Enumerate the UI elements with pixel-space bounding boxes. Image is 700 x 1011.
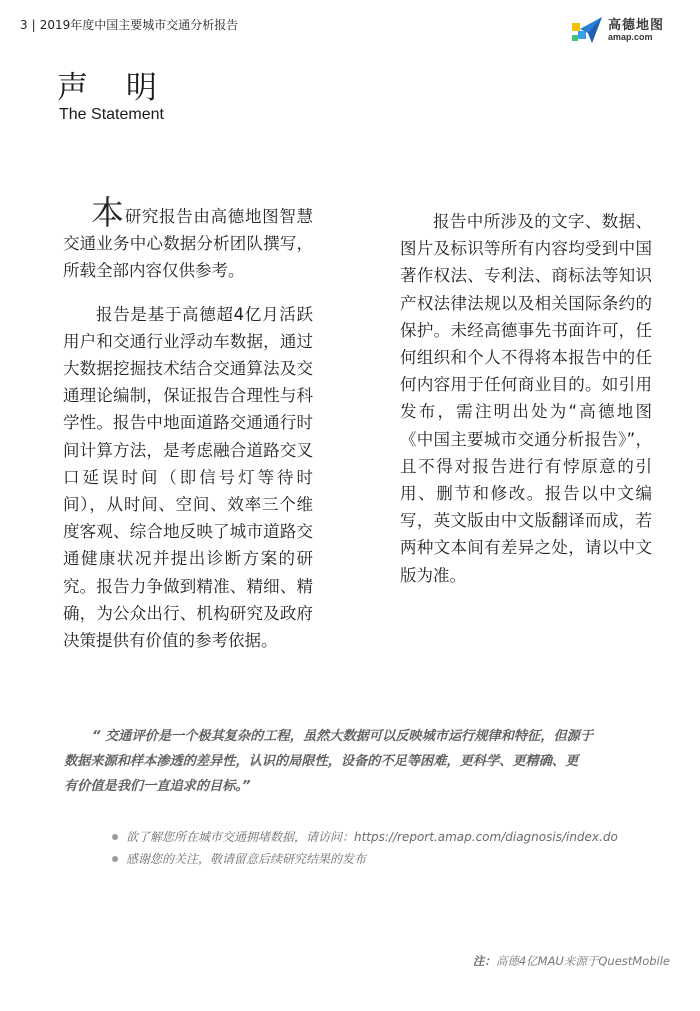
dropcap: 本 bbox=[91, 193, 125, 232]
footnote-text: 高德4亿MAU来源于QuestMobile bbox=[495, 954, 670, 968]
left-paragraph-1 bbox=[63, 193, 314, 285]
header-separator: | bbox=[31, 18, 36, 32]
bullet-item bbox=[112, 848, 652, 870]
bullet-dot-icon bbox=[112, 834, 118, 840]
bullet-item bbox=[112, 826, 652, 848]
page-header bbox=[20, 10, 680, 50]
left-paragraph-1-text: 研究报告由高德地图智慧交通业务中心数据分析团队撰写，所载全部内容仅供参考。 bbox=[63, 207, 314, 281]
quote-line-3: 有价值是我们一直追求的目标。” bbox=[64, 779, 251, 794]
footnote bbox=[473, 953, 670, 969]
logo-text-cn: 高德地图 bbox=[608, 18, 665, 33]
page-title: 声 明 bbox=[57, 70, 171, 106]
amap-logo bbox=[570, 10, 680, 50]
left-column bbox=[63, 193, 314, 654]
report-title: 2019年度中国主要城市交通分析报告 bbox=[39, 18, 239, 32]
page-subtitle: The Statement bbox=[59, 106, 164, 123]
amap-logo-icon bbox=[570, 13, 604, 47]
footnote-label: 注： bbox=[472, 954, 496, 968]
bullet-text: 感谢您的关注，敬请留意后续研究结果的发布 bbox=[126, 852, 367, 866]
right-paragraph-1: 报告中所涉及的文字、数据、图片及标识等所有内容均受到中国著作权法、专利法、商标法等知识产权法律法规以及相关国际条约的保护。未经高德事先书面许可，任何组织和个人不得将本报告中的任何内容用于任何商业目的。如引用发布，需注明出处为“高德地图《中国主要城市交通分析报告》”，且不得对报告进行有悖原意的引用、删节和修改。报告以中文编写，英文版由中文版翻译而成，若两种文本间有差异之处，请以中文版为准。 bbox=[400, 212, 652, 585]
logo-text-en: amap.com bbox=[608, 32, 653, 42]
quote-line-2: 数据来源和样本渗透的差异性，认识的局限性，设备的不足等困难，更科学、更精确、更 bbox=[64, 754, 579, 769]
right-column bbox=[400, 208, 652, 589]
header-text bbox=[20, 16, 238, 33]
page-number: 3 bbox=[20, 18, 28, 32]
quote-block bbox=[64, 724, 634, 799]
quote-line-1: “ 交通评价是一个极其复杂的工程，虽然大数据可以反映城市运行规律和特征，但源于 bbox=[92, 729, 594, 744]
bullet-text: 欲了解您所在城市交通拥堵数据，请访问：https://report.amap.com/diagnosis/index.do bbox=[126, 830, 618, 844]
left-paragraph-2: 报告是基于高德超4亿月活跃用户和交通行业浮动车数据，通过大数据挖掘技术结合交通算法及交通理论编制，保证报告合理性与科学性。报告中地面道路交通通行时间计算方法，是考虑融合道路交叉口延误时间（即信号灯等待时间），从时间、空间、效率三个维度客观、综合地反映了城市道路交通健康状况并提出诊断方案的研究。报告力争做到精准、精细、精确，为公众出行、机构研究及政府决策提供有价值的参考依据。 bbox=[63, 304, 313, 651]
bullet-dot-icon bbox=[112, 856, 118, 862]
bullet-list bbox=[112, 826, 652, 870]
